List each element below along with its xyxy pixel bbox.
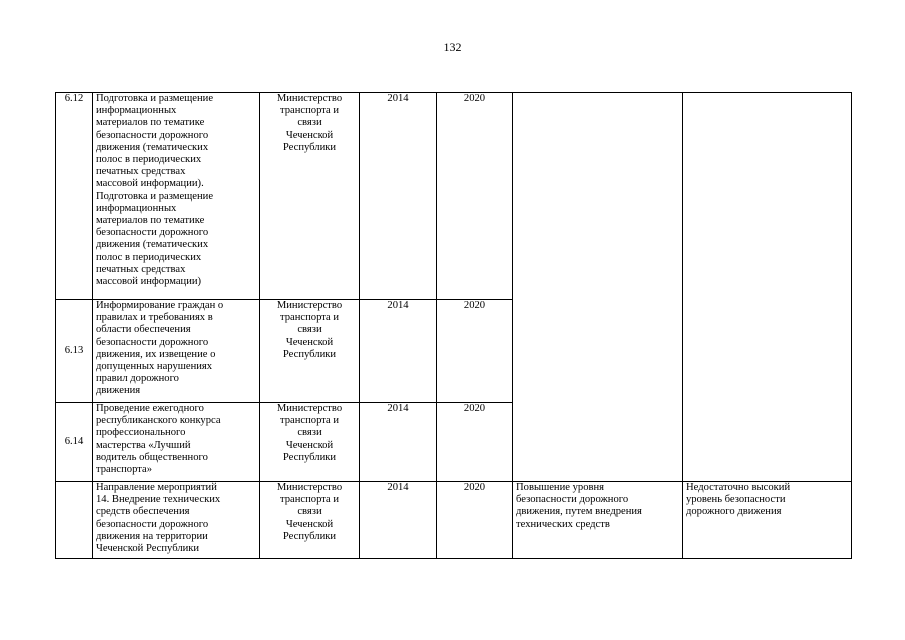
end-year-cell: 2020 — [437, 93, 513, 300]
activity-text-line: правилах и требованиях в — [96, 312, 213, 324]
result-text-line: безопасности дорожного — [516, 494, 629, 506]
executor-text-line: транспорта и — [279, 415, 340, 427]
activity-text-line: движения (тематических — [96, 141, 209, 153]
activity-text-line: безопасности дорожного — [96, 227, 209, 239]
end-year-cell: 2020 — [437, 482, 513, 559]
executor-text-line: Министерство — [276, 403, 343, 414]
activity-text-line: допущенных нарушениях — [96, 361, 213, 373]
row-number-cell: 6.14 — [56, 403, 93, 482]
executor-text-line: Республики — [282, 348, 337, 360]
result-cell-empty — [513, 93, 683, 482]
executor-text-line: Республики — [282, 451, 337, 463]
executor-text-line: Министерство — [276, 93, 343, 104]
executor-text-line: Чеченской — [285, 518, 334, 530]
result-text-line: Повышение уровня — [516, 482, 605, 493]
consequence-cell-empty — [683, 93, 852, 482]
activity-text-line: республиканского конкурса — [96, 415, 221, 427]
activity-cell — [93, 300, 260, 403]
executor-text-line: связи — [297, 324, 322, 336]
start-year-cell: 2014 — [360, 403, 437, 482]
executor-text-line: Республики — [282, 141, 337, 153]
consequence-cell — [683, 482, 852, 559]
activity-text-line: печатных средствах — [96, 166, 186, 178]
activity-text-line: транспорта» — [96, 464, 153, 476]
activity-text-line: Чеченской Республики — [96, 543, 200, 555]
start-year-cell: 2014 — [360, 300, 437, 403]
activity-text-line: движения — [96, 385, 141, 397]
activity-text-line: информационных — [96, 202, 177, 214]
consequence-text-line: дорожного движения — [686, 506, 782, 518]
executor-text-line: Министерство — [276, 482, 343, 493]
activity-text-line: Информирование граждан о — [96, 300, 224, 311]
activity-text-line: движения на территории — [96, 530, 208, 542]
activity-text-line: Проведение ежегодного — [96, 403, 204, 414]
executor-text-line: Министерство — [276, 300, 343, 311]
activity-text-line: материалов по тематике — [96, 117, 205, 129]
activity-text-line: водитель общественного — [96, 451, 208, 463]
activity-text-line: профессионального — [96, 427, 186, 439]
executor-cell — [260, 482, 360, 559]
consequence-text-line: уровень безопасности — [686, 494, 786, 506]
activity-text-line: материалов по тематике — [96, 215, 205, 227]
executor-text-line: транспорта и — [279, 312, 340, 324]
activity-text-line: области обеспечения — [96, 324, 191, 336]
row-number-cell: 6.13 — [56, 300, 93, 403]
end-year-cell: 2020 — [437, 403, 513, 482]
executor-cell — [260, 403, 360, 482]
activity-text-line: Направление мероприятий — [96, 482, 217, 493]
activity-text-line: Подготовка и размещение — [96, 93, 214, 104]
executor-text-line: связи — [297, 117, 322, 129]
activity-text-line: безопасности дорожного — [96, 336, 209, 348]
activity-text-line: массовой информации) — [96, 276, 202, 288]
activity-text-line: 14. Внедрение технических — [96, 494, 221, 506]
row-number-cell: 6.12 — [56, 93, 93, 300]
result-text-line: технических средств — [516, 518, 610, 530]
activity-cell — [93, 93, 260, 300]
end-year-cell: 2020 — [437, 300, 513, 403]
activity-text-line: Подготовка и размещение — [96, 190, 214, 202]
start-year-cell: 2014 — [360, 93, 437, 300]
activity-text-line: печатных средствах — [96, 263, 186, 275]
executor-text-line: Чеченской — [285, 336, 334, 348]
activity-text-line: массовой информации). — [96, 178, 204, 190]
activities-table — [55, 92, 852, 559]
activity-text-line: полос в периодических — [96, 154, 202, 166]
activity-text-line: полос в периодических — [96, 251, 202, 263]
activity-text-line: безопасности дорожного — [96, 129, 209, 141]
executor-text-line: связи — [297, 506, 322, 518]
executor-text-line: транспорта и — [279, 494, 340, 506]
activity-text-line: движения (тематических — [96, 239, 209, 251]
table-row — [56, 93, 852, 300]
executor-cell — [260, 300, 360, 403]
activity-cell — [93, 482, 260, 559]
table-row — [56, 482, 852, 559]
activity-cell — [93, 403, 260, 482]
start-year-cell: 2014 — [360, 482, 437, 559]
executor-text-line: Республики — [282, 530, 337, 542]
activity-text-line: мастерства «Лучший — [96, 439, 191, 451]
activity-text-line: движения, их извещение о — [96, 348, 216, 360]
consequence-text-line: Недостаточно высокий — [686, 482, 791, 493]
page-number: 132 — [443, 40, 462, 54]
activity-text-line: правил дорожного — [96, 373, 179, 385]
row-number-cell — [56, 482, 93, 559]
executor-text-line: связи — [297, 427, 322, 439]
activity-text-line: безопасности дорожного — [96, 518, 209, 530]
activity-text-line: информационных — [96, 105, 177, 117]
executor-text-line: Чеченской — [285, 129, 334, 141]
result-text-line: движения, путем внедрения — [516, 506, 642, 518]
activity-text-line: средств обеспечения — [96, 506, 190, 518]
executor-text-line: Чеченской — [285, 439, 334, 451]
executor-text-line: транспорта и — [279, 105, 340, 117]
result-cell — [513, 482, 683, 559]
executor-cell — [260, 93, 360, 300]
